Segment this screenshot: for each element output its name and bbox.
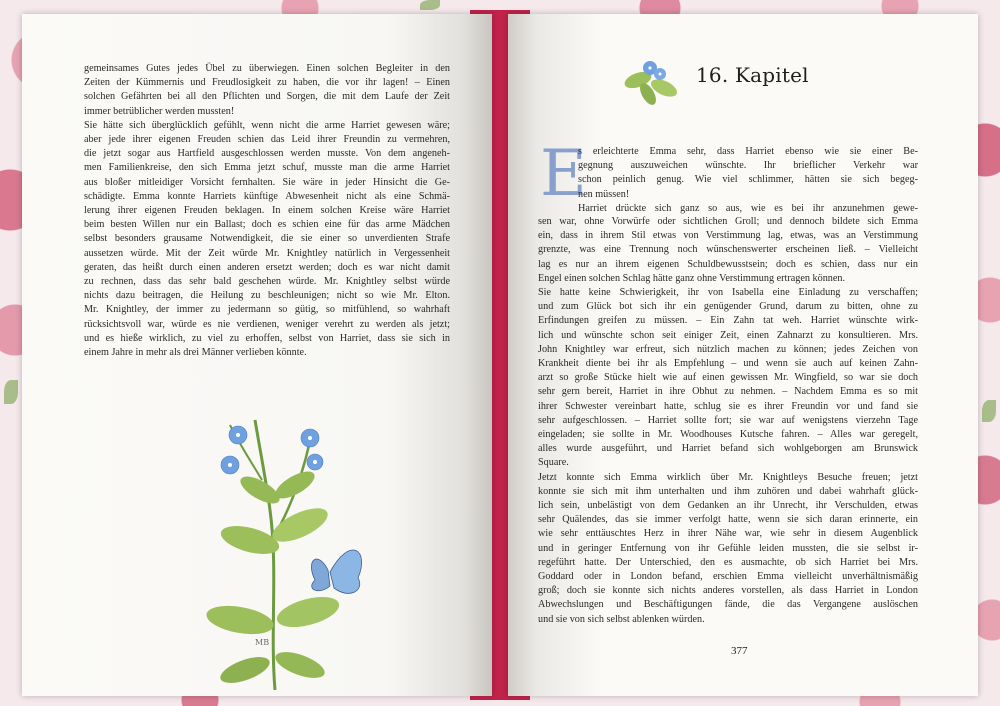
text-line: schon peinlich genug. Wie viel schlimmer, hätten sie sich begeg- — [578, 174, 918, 186]
text-line: Erfindungen greifen zu müssen. – Ein Zahn tat weh. Harriet wünschte wirk- — [538, 315, 918, 327]
text-line: die jetzt sogar aus Hartfield ausgeschlossen werden musste. Von dem angeneh- — [84, 148, 450, 160]
leaf-decoration — [982, 400, 996, 422]
text-line: ihrer Schwester vereinbart hatte, schlug sie es ihrer Freundin vor und fand sie — [538, 400, 918, 412]
text-line: solchen Gefährten bei all den Pflichten und Sorgen, die mit dem Laufe der Zeit — [84, 91, 450, 103]
text-line: groß; doch sie konnte sich nichts anderes vorstellen, als dass Harriet in London — [538, 585, 918, 597]
artist-signature: MB — [255, 638, 270, 647]
text-line: men Familienkreise, den sich Emma jetzt schuf, musste man die arme Harriet — [84, 162, 450, 174]
text-line: ein, dass in ihrem Stil etwas von Verstimmung lag, etwas, was an Verstimmung — [538, 230, 918, 242]
text-line: wie sehr enttäuschtes Herz in ihrer Nähe war, wie sehr in diesem Augenblick — [538, 528, 918, 540]
text-line: selbst besonders grausame Notwendigkeit, die sie einer so unverdienten Strafe — [84, 233, 450, 245]
text-line: einem Jahre in mehr als drei Männer verlieben könnte. — [84, 347, 307, 359]
text-line: sehr aufgeschlossen. – Harriet sollte fort; sie war auf wenigstens vierzehn Tage — [538, 414, 918, 426]
text-line: alles wurde ausgeführt, und Harriet befand sich wohlgeborgen am Brunswick — [538, 443, 918, 455]
text-line: nen müssen! — [578, 188, 630, 200]
text-line: lerung ihrer eigenen Freuden beklagen. In einem solchen Kreise wäre Harriet — [84, 205, 450, 217]
left-page-body-text — [84, 62, 450, 360]
text-line: und zum Glück bot sich ihr ein genügender Grund, darum zu bitten, ohne zu — [538, 301, 918, 313]
text-line: s erleichterte Emma sehr, dass Harriet ebenso wie sie einer Be- — [578, 146, 918, 157]
text-line: und es hieße wirklich, zu viel zu erhoffen, selbst von Harriet, dass sie sich in — [84, 332, 450, 344]
text-line: und in geringer Entfernung von ihr Gefühle leiden mussten, die sie selbst ir- — [538, 542, 918, 554]
text-line: Jetzt konnte sich Emma wirklich über Mr. Knightleys Besuche freuen; jetzt — [538, 471, 918, 483]
text-line: eingeladen; sie sollte in Mr. Woodhouses Kutsche fahren. – Alles war geregelt, — [538, 429, 918, 441]
text-line: lich und wünschte schon seit einiger Zeit, einen Zahnarzt zu konsultieren. Mrs. — [538, 329, 918, 341]
text-line: sen war, ohne Vorwürfe oder sichtlichen Groll; und dennoch bildete sich Emma — [538, 216, 918, 227]
text-line: sehr gern bereit, Harriet in ihre Obhut zu nehmen. – Nachdem Emma es so mit — [538, 386, 918, 398]
text-line: Krankheit diente bei ihr als Empfehlung – und wenn sie auch auf keinen Zahn- — [538, 358, 918, 370]
text-line: lag es nur an ihrem eigenen Schuldbewusstsein; doch es schien, dass nur ein — [538, 258, 918, 270]
text-line: grenzte, was eine Trennung noch wünschenswerter erscheinen ließ. – Vielleicht — [538, 244, 918, 256]
text-line: Engel einen solchen Schlag hätte ganz ohne Verstimmung ertragen können. — [538, 272, 846, 284]
text-line: schädigte. Emma konnte Harriets künftige Abwesenheit nicht als eine Schmä- — [84, 190, 450, 202]
text-line: rücksichtsvoll war, würde es nie verdienen, weniger verehrt zu werden als jetzt; — [84, 318, 450, 330]
flower-ornament-icon — [620, 50, 684, 106]
text-line: Mr. Knightley, der immer zu jedermann so gütig, so mitfühlend, so wahrhaft — [84, 304, 450, 316]
speedwell-butterfly-illustration — [200, 390, 370, 695]
text-line: zu rechnen, dass das sehr bald geschehen würde. Mr. Knightley selbst würde — [84, 276, 450, 288]
text-line: aber jede ihrer eigenen Freuden schien das Leid ihrer Freundin zu vermehren, — [84, 134, 450, 146]
text-line: Zeiten der Kümmernis und Freudlosigkeit zu haben, die vor ihr lagen! – Einen — [84, 77, 450, 89]
text-line: gemeinsames Gutes jedes Übel zu überwiegen. Einen solchen Begleiter in den — [84, 63, 450, 74]
text-line: geraten, das heißt durch einen anderen ersetzt werden; doch es war nicht damit — [84, 261, 450, 273]
chapter-title: 16. Kapitel — [696, 63, 809, 87]
text-line: John Knightley war erfreut, sich nützlich machen zu können; jedes Zeichen von — [538, 343, 918, 355]
text-line: lich sein, unbelästigt von dem Gedanken an ihr Unrecht, ihr Verschulden, etwas — [538, 500, 918, 512]
text-line: Sie hatte keine Schwierigkeit, ihr von Isabella eine Einladung zu verschaffen; — [538, 287, 918, 299]
text-line: und sie von sich selbst ablenken würden. — [538, 613, 705, 625]
text-line: aus bloßer mitleidiger Vorsicht fernhalten. Sie wäre in jeder Hinsicht die Ge- — [84, 176, 450, 188]
text-line: beim besten Willen nur ein Ballast; doch es schien eine für das arme Mädchen — [84, 219, 450, 231]
text-line: gegnung auszuweichen wünschte. Ihr brieflicher Verkehr war — [578, 160, 918, 172]
text-line: Goddard oder in London befand, erschien Emma vielleicht unverhältnismäßig — [538, 571, 918, 583]
drop-cap: E — [540, 137, 587, 211]
text-line: regeführt hatte. Der Unterschied, den es ausmachte, ob sich Harriet bei Mrs. — [538, 556, 918, 568]
right-page-body-text — [538, 215, 918, 627]
text-line: nichts dazu beitragen, die Heilung zu beschleunigen; nicht so wie Mr. Elton. — [84, 290, 450, 302]
text-line: sehr Quälendes, das sie immer verfolgt hatte, wenn sie sich daran erinnerte, ein — [538, 514, 918, 526]
chapter-intro-text — [578, 145, 918, 216]
page-number: 377 — [731, 645, 748, 657]
leaf-decoration — [4, 380, 18, 404]
text-line: Abwechslungen und Beschäftigungen fände, die das Vergangene auslöschen — [538, 599, 918, 611]
text-line: Harriet drückte sich ganz so aus, wie es bei ihr anzunehmen gewe- — [578, 202, 918, 214]
butterfly-icon — [311, 550, 361, 593]
text-line: aussetzen würde. Mit der Zeit würde Mr. Knightley natürlich in Vergessenheit — [84, 247, 450, 259]
text-line: immer betrüblicher werden mussten! — [84, 105, 235, 117]
leaf-decoration — [420, 0, 440, 10]
text-line: Sie hätte sich überglücklich gefühlt, wenn nicht die arme Harriet gewesen wäre; — [84, 119, 450, 131]
text-line: konnte sie sich mit ihm unterhalten und ihm zuhören und dabei wahrhaft glück- — [538, 485, 918, 497]
text-line: Square. — [538, 457, 569, 469]
text-line: arzt so große Stücke hielt wie auf einen gewissen Mr. Wingfield, so war sie doch — [538, 372, 918, 384]
